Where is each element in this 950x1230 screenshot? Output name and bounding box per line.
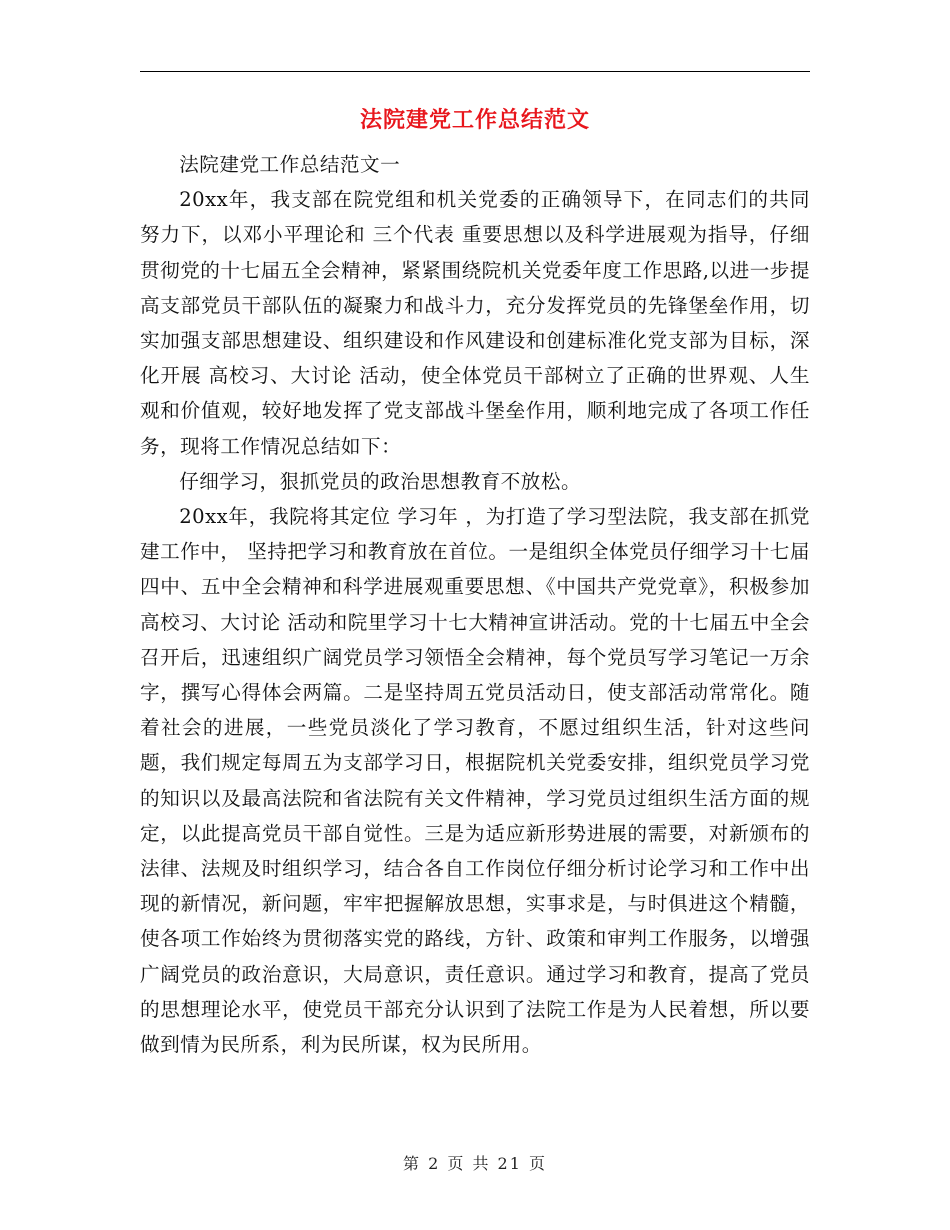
document-body (140, 147, 810, 1062)
page-title: 法院建党工作总结范文 (359, 108, 590, 133)
header-rule (140, 71, 810, 72)
page-number-footer: 第 2 页 共 21 页 (403, 1154, 547, 1173)
section-heading: 法院建党工作总结范文一 (179, 153, 401, 176)
body-paragraph: 20xx年，我支部在院党组和机关党委的正确领导下，在同志们的共同努力下，以邓小平理论和 三个代表 重要思想以及科学进展观为指导，仔细贯彻党的十七届五全会精神，紧紧围绕院机关党委年度工作思路,以进一步提高支部党员干部队伍的凝聚力和战斗力，充分发挥党员的先锋堡垒作用，切实加强支部思想建设、组织建设和作风建设和创建标准化党支部为目标，深化开展 高校习、大讨论 活动，使全体党员干部树立了正确的世界观、人生观和价值观，较好地发挥了党支部战斗堡垒作用，顺利地完成了各项工作任务，现将工作情况总结如下： (140, 188, 810, 458)
body-paragraph: 20xx年，我院将其定位 学习年 ，为打造了学习型法院，我支部在抓党建工作中， 坚持把学习和教育放在首位。一是组织全体党员仔细学习十七届四中、五中全会精神和科学进展观重要思想、《中国共产党党章》，积极参加 高校习、大讨论 活动和院里学习十七大精神宣讲活动。党的十七届五中全会召开后，迅速组织广阔党员学习领悟全会精神，每个党员写学习笔记一万余字，撰写心得体会两篇。二是坚持周五党员活动日，使支部活动常常化。随着社会的进展，一些党员淡化了学习教育，不愿过组织生活，针对这些问题，我们规定每周五为支部学习日，根据院机关党委安排，组织党员学习党的知识以及最高法院和省法院有关文件精神，学习党员过组织生活方面的规定，以此提高党员干部自觉性。三是为适应新形势进展的需要，对新颁布的法律、法规及时组织学习，结合各自工作岗位仔细分析讨论学习和工作中出现的新情况，新问题，牢牢把握解放思想，实事求是，与时俱进这个精髓，使各项工作始终为贯彻落实党的路线，方针、政策和审判工作服务，以增强广阔党员的政治意识，大局意识，责任意识。通过学习和教育，提高了党员的思想理论水平，使党员干部充分认识到了法院工作是为人民着想，所以要做到情为民所系，利为民所谋，权为民所用。 (140, 505, 810, 1057)
subsection-heading: 仔细学习，狠抓党员的政治思想教育不放松。 (179, 469, 582, 493)
